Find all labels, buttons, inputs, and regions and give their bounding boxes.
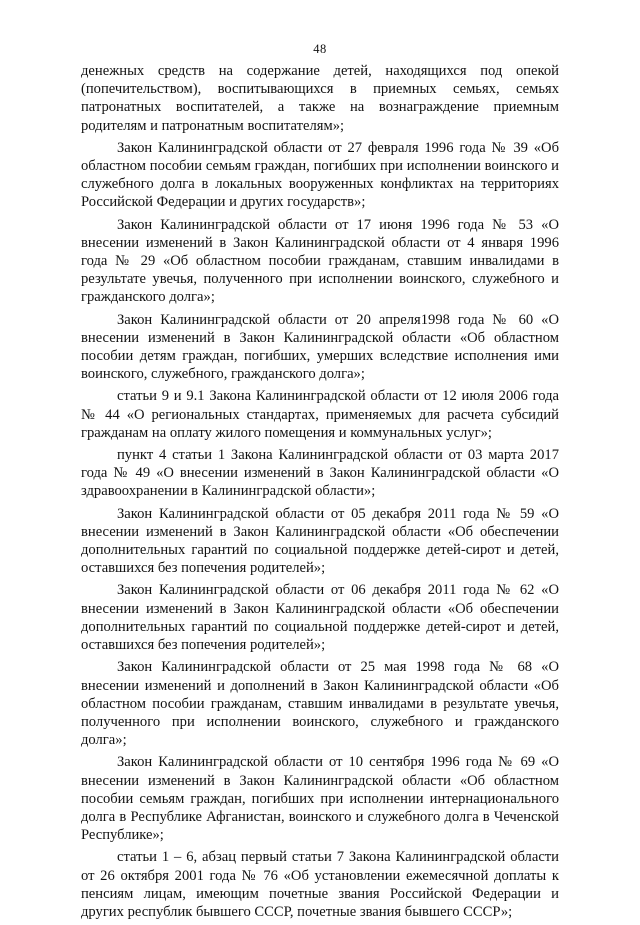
paragraph-law-44: статьи 9 и 9.1 Закона Калининградской области от 12 июля 2006 года № 44 «О региональных стандартах, применяемых для расчета субсидий гражданам на оплату жилого помещения и коммунальных услуг»; <box>81 388 559 441</box>
paragraph-law-68: Закон Калининградской области от 25 мая 1998 года № 68 «О внесении изменений и дополнений в Закон Калининградской области «Об областном пособии гражданам, ставшим инвалидами в результате увечья, полученного при исполнении воинского, служебного и гражданского долга»; <box>81 659 559 749</box>
page-number: 48 <box>313 42 327 56</box>
paragraph-law-53: Закон Калининградской области от 17 июня 1996 года № 53 «О внесении изменений в Закон Калининградской области от 4 января 1996 года № 29 «Об областном пособии гражданам, ставшим инвалидами в результате увечья, полученного при исполнении воинского, служебного и гражданского долга»; <box>81 216 559 306</box>
paragraph-law-76: статьи 1 – 6, абзац первый статьи 7 Закона Калининградской области от 26 октября 2001 года № 76 «Об установлении ежемесячной доплаты к пенсиям лицам, имеющим почетные звания Российской Федерации и других республик бывшего СССР, почетные звания бывшего СССР»; <box>81 849 559 920</box>
paragraph-continuation: денежных средств на содержание детей, находящихся под опекой (попечительством), воспитывающихся в приемных семьях, семьях патронатных воспитателей, а также на вознаграждение приемным родителям и патронатным воспитателям»; <box>81 63 559 134</box>
paragraph-law-59: Закон Калининградской области от 05 декабря 2011 года № 59 «О внесении изменений в Закон Калининградской области «Об обеспечении дополнительных гарантий по социальной поддержке детей-сирот и детей, оставшихся без попечения родителей»; <box>81 505 559 577</box>
paragraph-law-60: Закон Калининградской области от 20 апреля1998 года № 60 «О внесении изменений в Закон Калининградской области «Об областном пособии детям граждан, погибших, умерших вследствие исполнения ими воинского, служебного, гражданского долга»; <box>81 311 559 383</box>
paragraph-law-39: Закон Калининградской области от 27 февраля 1996 года № 39 «Об областном пособии семьям граждан, погибших при исполнении воинского и служебного долга в локальных вооруженных конфликтах на территориях Российской Федерации и других государств»; <box>81 139 559 211</box>
paragraph-law-62: Закон Калининградской области от 06 декабря 2011 года № 62 «О внесении изменений в Закон Калининградской области «Об обеспечении дополнительных гарантий по социальной поддержке детей-сирот и детей, оставшихся без попечения родителей»; <box>81 582 559 654</box>
paragraph-law-49: пункт 4 статьи 1 Закона Калининградской области от 03 марта 2017 года № 49 «О внесении изменений в Закон Калининградской области «О здравоохранении в Калининградской области»; <box>81 447 559 500</box>
document-body <box>81 62 559 925</box>
paragraph-law-69: Закон Калининградской области от 10 сентября 1996 года № 69 «О внесении изменений в Закон Калининградской области «Об областном пособии семьям граждан, погибших при исполнении интернационального долга в Республике Афганистан, воинского и служебного долга в Чеченской Республике»; <box>81 754 559 844</box>
